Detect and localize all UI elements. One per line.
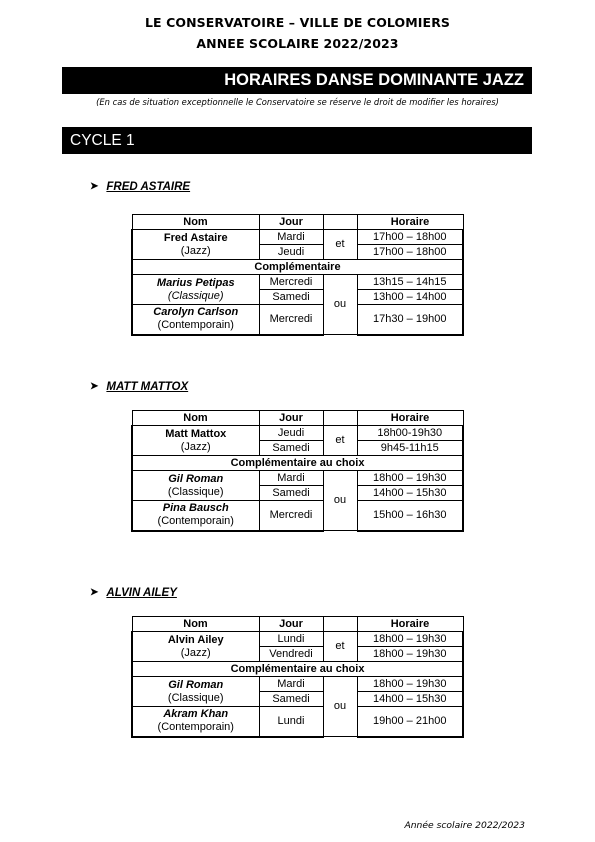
time-cell: 17h30 – 19h00 bbox=[357, 305, 463, 335]
col-nom: Nom bbox=[132, 411, 259, 426]
table-row bbox=[132, 707, 463, 722]
complement-teacher-cell: Marius Petipas (Classique) bbox=[132, 275, 259, 305]
complement-label: Complémentaire bbox=[132, 260, 463, 275]
header-line-1: LE CONSERVATOIRE – VILLE DE COLOMIERS bbox=[144, 15, 451, 30]
main-teacher-cell: Fred Astaire (Jazz) bbox=[132, 230, 259, 260]
col-jour: Jour bbox=[259, 215, 323, 230]
day-cell: Mercredi bbox=[259, 305, 323, 335]
complement-teacher-cell: Gil Roman (Classique) bbox=[132, 471, 259, 501]
table-row bbox=[132, 305, 463, 320]
teacher-name: ALVIN AILEY bbox=[106, 587, 177, 599]
col-jour: Jour bbox=[259, 617, 323, 632]
connector-cell: ou bbox=[323, 275, 357, 335]
day-cell: Samedi bbox=[259, 692, 323, 707]
day-cell: Mercredi bbox=[259, 501, 323, 531]
table-header-row bbox=[132, 411, 463, 426]
complement-label-row bbox=[132, 456, 463, 471]
table-row bbox=[132, 230, 463, 245]
day-cell: Mardi bbox=[259, 230, 323, 245]
time-cell: 18h00 – 19h30 bbox=[357, 677, 463, 692]
connector-cell: et bbox=[323, 426, 357, 456]
col-jour: Jour bbox=[259, 411, 323, 426]
col-horaire: Horaire bbox=[357, 411, 463, 426]
day-cell: Vendredi bbox=[259, 647, 323, 662]
day-cell: Jeudi bbox=[259, 426, 323, 441]
col-horaire: Horaire bbox=[357, 617, 463, 632]
day-cell: Mardi bbox=[259, 677, 323, 692]
section-heading bbox=[90, 587, 177, 599]
table-row bbox=[132, 501, 463, 516]
teacher-name: MATT MATTOX bbox=[106, 381, 189, 393]
complement-label: Complémentaire au choix bbox=[132, 662, 463, 677]
table-row bbox=[132, 632, 463, 647]
table-row bbox=[132, 471, 463, 486]
connector-cell: et bbox=[323, 230, 357, 260]
time-cell: 17h00 – 18h00 bbox=[357, 230, 463, 245]
arrow-bullet-icon: ➤ bbox=[90, 181, 99, 192]
day-cell: Samedi bbox=[259, 290, 323, 305]
day-cell: Mardi bbox=[259, 471, 323, 486]
arrow-bullet-icon: ➤ bbox=[90, 587, 99, 598]
schedule-table bbox=[131, 410, 464, 532]
complement-label: Complémentaire au choix bbox=[132, 456, 463, 471]
footer-text: Année scolaire 2022/2023 bbox=[404, 820, 525, 831]
time-cell: 18h00 – 19h30 bbox=[357, 471, 463, 486]
time-cell: 18h00 – 19h30 bbox=[357, 632, 463, 647]
table-row bbox=[132, 426, 463, 441]
time-cell: 13h00 – 14h00 bbox=[357, 290, 463, 305]
time-cell: 14h00 – 15h30 bbox=[357, 692, 463, 707]
time-cell: 9h45-11h15 bbox=[357, 441, 463, 456]
day-cell: Samedi bbox=[259, 441, 323, 456]
table-header-row bbox=[132, 617, 463, 632]
complement-label-row bbox=[132, 662, 463, 677]
time-cell: 15h00 – 16h30 bbox=[357, 501, 463, 531]
time-cell: 18h00-19h30 bbox=[357, 426, 463, 441]
day-cell: Jeudi bbox=[259, 245, 323, 260]
arrow-bullet-icon: ➤ bbox=[90, 381, 99, 392]
time-cell: 19h00 – 21h00 bbox=[357, 707, 463, 737]
complement-label-row bbox=[132, 260, 463, 275]
connector-cell: ou bbox=[323, 677, 357, 737]
day-cell: Mercredi bbox=[259, 275, 323, 290]
day-cell: Samedi bbox=[259, 486, 323, 501]
cycle-heading: CYCLE 1 bbox=[62, 127, 532, 154]
table-header-row bbox=[132, 215, 463, 230]
day-cell: Lundi bbox=[259, 707, 323, 737]
col-nom: Nom bbox=[132, 617, 259, 632]
header-line-2: ANNEE SCOLAIRE 2022/2023 bbox=[196, 36, 399, 51]
connector-cell: et bbox=[323, 632, 357, 662]
col-nom: Nom bbox=[132, 215, 259, 230]
complement-teacher-cell: Pina Bausch (Contemporain) bbox=[132, 501, 259, 531]
page-title: HORAIRES DANSE DOMINANTE JAZZ bbox=[62, 67, 532, 94]
col-horaire: Horaire bbox=[357, 215, 463, 230]
disclaimer-note: (En cas de situation exceptionnelle le Conservatoire se réserve le droit de modifier les horaires) bbox=[96, 97, 499, 107]
table-row bbox=[132, 677, 463, 692]
main-teacher-cell: Alvin Ailey (Jazz) bbox=[132, 632, 259, 662]
section-heading bbox=[90, 181, 190, 193]
time-cell: 14h00 – 15h30 bbox=[357, 486, 463, 501]
connector-cell: ou bbox=[323, 471, 357, 531]
teacher-name: FRED ASTAIRE bbox=[106, 181, 191, 193]
complement-teacher-cell: Akram Khan (Contemporain) bbox=[132, 707, 259, 737]
complement-teacher-cell: Gil Roman (Classique) bbox=[132, 677, 259, 707]
schedule-table bbox=[131, 616, 464, 738]
schedule-table bbox=[131, 214, 464, 336]
time-cell: 18h00 – 19h30 bbox=[357, 647, 463, 662]
time-cell: 13h15 – 14h15 bbox=[357, 275, 463, 290]
complement-teacher-cell: Carolyn Carlson (Contemporain) bbox=[132, 305, 259, 335]
day-cell: Lundi bbox=[259, 632, 323, 647]
table-row bbox=[132, 275, 463, 290]
time-cell: 17h00 – 18h00 bbox=[357, 245, 463, 260]
section-heading bbox=[90, 381, 188, 393]
main-teacher-cell: Matt Mattox (Jazz) bbox=[132, 426, 259, 456]
